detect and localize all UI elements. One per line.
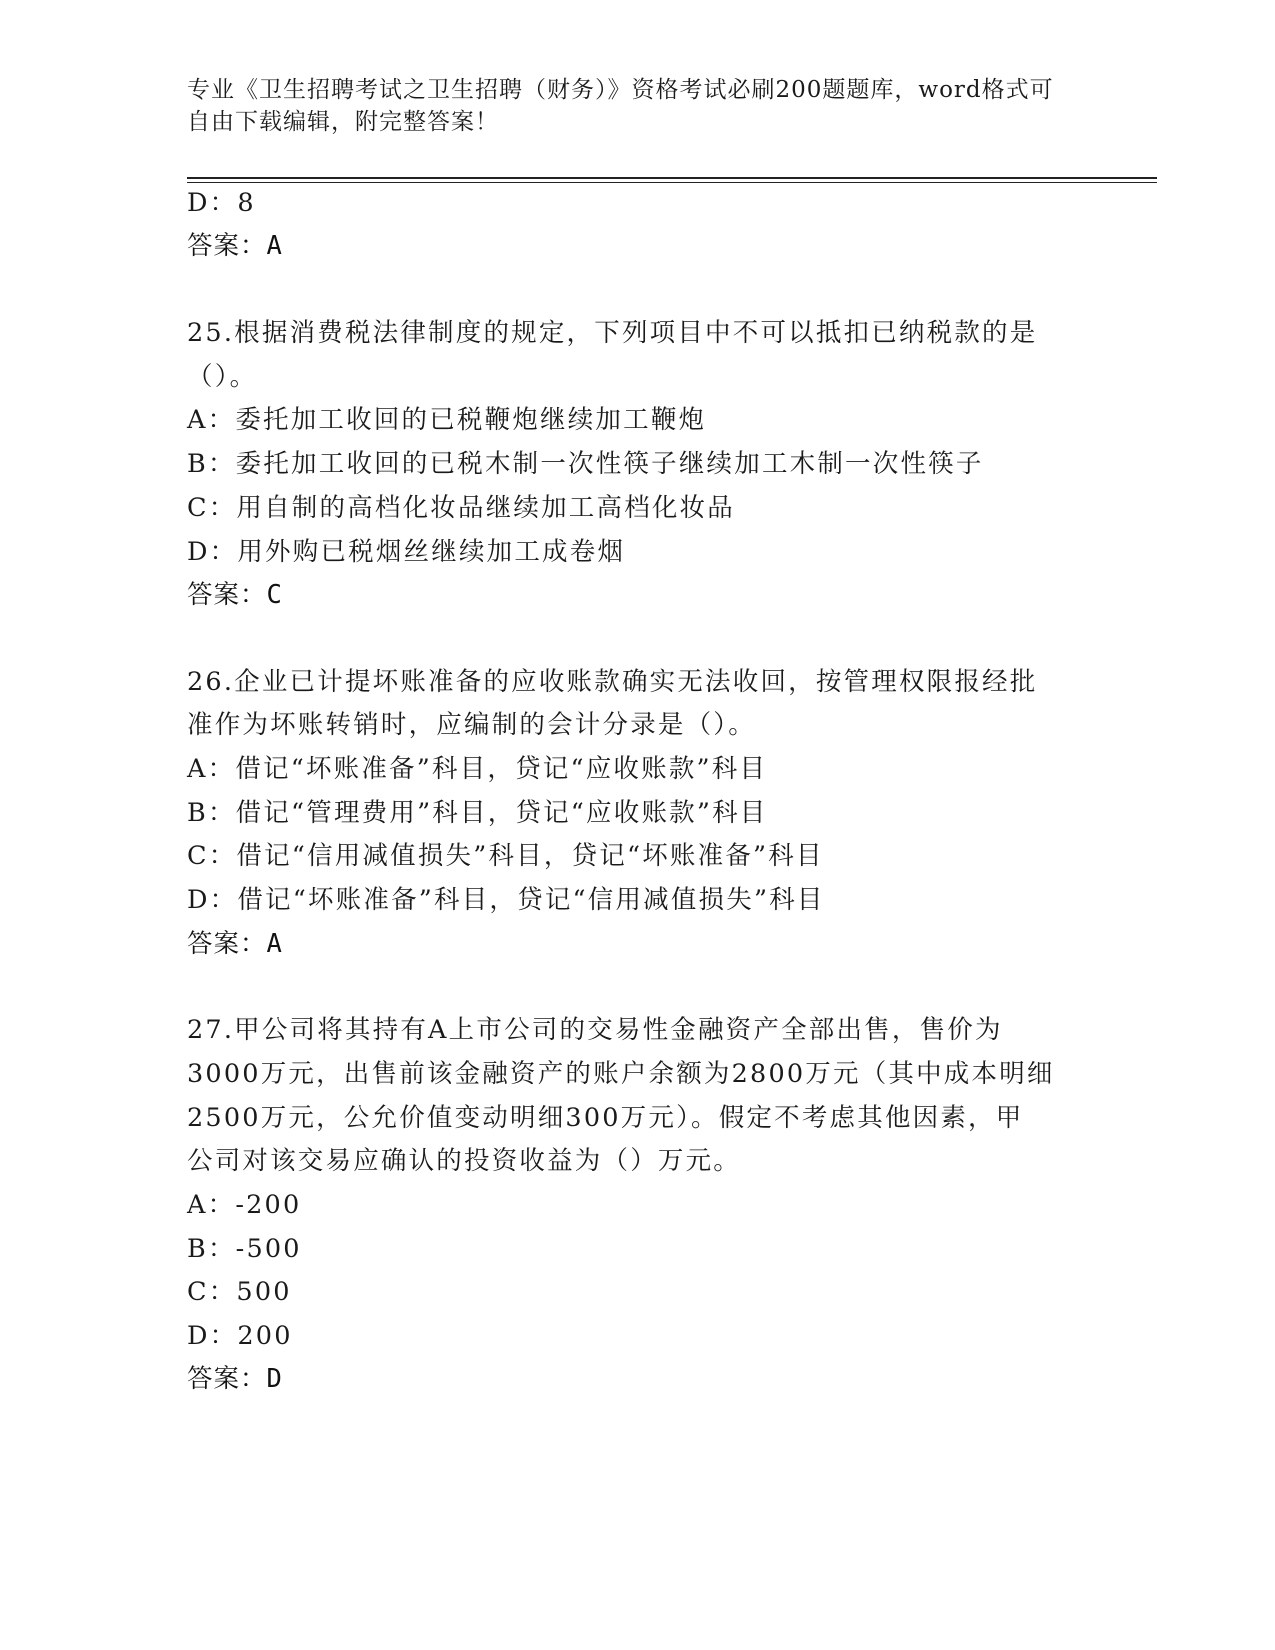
question-27-stem-line-2: 3000万元，出售前该金融资产的账户余额为2800万元（其中成本明细	[187, 1059, 1055, 1089]
header-divider-thin	[187, 182, 1157, 183]
question-26-option-c: C：借记“信用减值损失”科目，贷记“坏账准备”科目	[187, 841, 824, 871]
answer-value: A	[266, 929, 283, 959]
question-26-option-a: A：借记“坏账准备”科目，贷记“应收账款”科目	[187, 754, 768, 784]
question-26-option-b: B：借记“管理费用”科目，贷记“应收账款”科目	[187, 798, 768, 828]
header-divider-thick	[187, 177, 1157, 179]
question-26-stem-line-2: 准作为坏账转销时，应编制的会计分录是（）。	[187, 710, 756, 740]
answer-value: D	[266, 1364, 283, 1394]
answer-value: A	[266, 231, 283, 261]
question-26-option-d: D：借记“坏账准备”科目，贷记“信用减值损失”科目	[187, 885, 825, 915]
question-27-option-a: A：-200	[187, 1190, 302, 1220]
carryover-answer	[187, 229, 1087, 263]
answer-label: 答案：	[187, 929, 267, 959]
document-header: 专业《卫生招聘考试之卫生招聘（财务）》资格考试必刷200题题库，word格式可自由下载编辑，附完整答案！	[187, 77, 1054, 135]
question-27-stem-line-1: 27.甲公司将其持有A上市公司的交易性金融资产全部出售，售价为	[187, 1015, 1003, 1045]
question-25-stem-line-1: 25.根据消费税法律制度的规定，下列项目中不可以抵扣已纳税款的是	[187, 318, 1038, 348]
question-25-option-a: A：委托加工收回的已税鞭炮继续加工鞭炮	[187, 405, 707, 435]
answer-value: C	[266, 580, 283, 610]
answer-label: 答案：	[187, 1364, 267, 1394]
answer-label: 答案：	[187, 231, 267, 261]
question-25-stem-line-2: （）。	[187, 362, 258, 392]
question-27-answer	[187, 1362, 1087, 1396]
question-25-option-d: D：用外购已税烟丝继续加工成卷烟	[187, 537, 626, 567]
question-26-stem-line-1: 26.企业已计提坏账准备的应收账款确实无法收回，按管理权限报经批	[187, 667, 1038, 697]
question-25-option-c: C：用自制的高档化妆品继续加工高档化妆品	[187, 493, 736, 523]
answer-label: 答案：	[187, 580, 267, 610]
question-27-option-c: C：500	[187, 1277, 292, 1307]
question-27-stem-line-4: 公司对该交易应确认的投资收益为（）万元。	[187, 1146, 742, 1176]
question-27-stem-line-3: 2500万元，公允价值变动明细300万元）。假定不考虑其他因素，甲	[187, 1103, 1024, 1133]
question-25-answer	[187, 578, 1087, 612]
question-27-option-b: B：-500	[187, 1234, 302, 1264]
carryover-option-d: D：8	[187, 188, 256, 218]
question-27-option-d: D：200	[187, 1321, 293, 1351]
question-26-answer	[187, 927, 1087, 961]
question-25-option-b: B：委托加工收回的已税木制一次性筷子继续加工木制一次性筷子	[187, 449, 984, 479]
